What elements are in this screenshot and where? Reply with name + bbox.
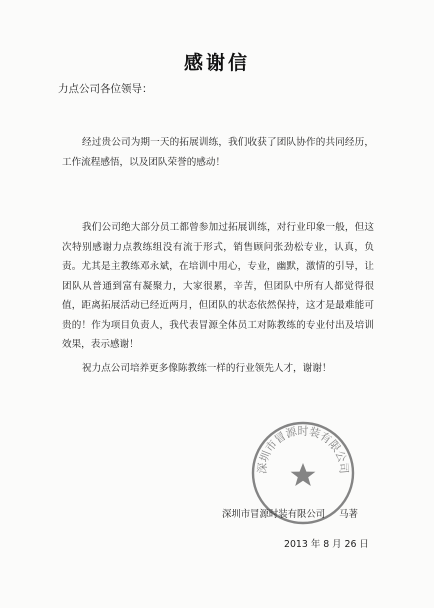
letter-date: 2013 年 8 月 26 日 — [284, 539, 369, 550]
seal-text: 深圳市冒源时装有限公司 — [255, 424, 351, 475]
signature-line — [222, 506, 382, 520]
signer-name: 马著 — [339, 509, 358, 520]
letter-title: 感谢信 — [183, 52, 250, 74]
paragraph-3: 祝力点公司培养更多像陈教练一样的行业领先人才，谢谢！ — [82, 363, 332, 374]
paragraph-2: 我们公司绝大部分员工都曾参加过拓展训练，对行业印象一般，但这次特别感谢力点教练组没有流于形式，销售顾问张劲松专业，认真，负责。尤其是主教练邓永斌，在培训中用心，专业，幽默，激情的引导，让团队从普通到富有凝聚力，大家很累，辛苦，但团队中所有人都觉得很值，距离拓展活动已经近两月，但团队的状态依然保持，这才是最难能可贵的！作为项目负责人，我代表冒源全体员工对陈教练的专业付出及培训效果，表示感谢！ — [62, 222, 374, 350]
signer-company: 深圳市冒源时装有限公司 — [222, 509, 326, 520]
seal-star-icon — [291, 463, 316, 486]
salutation: 力点公司各位领导： — [58, 83, 153, 95]
paragraph-1: 经过贵公司为期一天的拓展训练，我们收获了团队协作的共同经历，工作流程感悟，以及团队荣誉的感动！ — [62, 137, 374, 168]
